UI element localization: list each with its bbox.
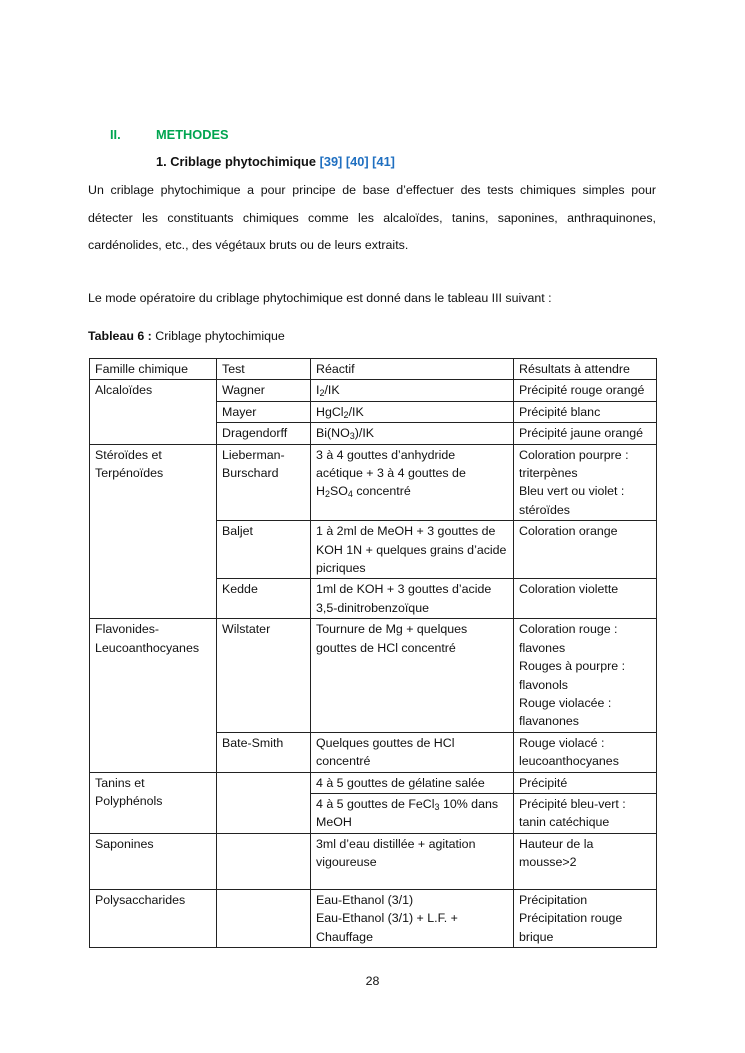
reagent-cell: HgCl$_2$/IK xyxy=(311,401,514,422)
result-cell: Précipité rouge orangé xyxy=(514,380,657,401)
intro-paragraph: Un criblage phytochimique a pour principe de base d’effectuer des tests chimiques simples pour détecter les constituants chimiques comme les alcaloïdes, tanins, saponines, anthraquinones, cardénolides, etc., des végétaux bruts ou de leurs extraits. xyxy=(88,183,656,252)
table-header-row xyxy=(90,359,657,380)
test-cell xyxy=(217,889,311,947)
table-row xyxy=(90,772,657,793)
reagent-cell: 1 à 2ml de MeOH + 3 gouttes de KOH 1N + quelques grains d’acide picriques xyxy=(311,521,514,579)
test-cell: Wilstater xyxy=(217,619,311,732)
result-cell: Précipitation Précipitation rouge brique xyxy=(514,889,657,947)
table-row xyxy=(90,833,657,889)
reagent-cell: 1ml de KOH + 3 gouttes d’acide 3,5-dinitrobenzoïque xyxy=(311,579,514,619)
table-caption-text: Criblage phytochimique xyxy=(151,329,285,343)
reagent-cell: 4 à 5 gouttes de FeCl$_3$ 10% dans MeOH xyxy=(311,793,514,833)
table-intro-paragraph: Le mode opératoire du criblage phytochimique est donné dans le tableau III suivant : xyxy=(88,291,552,305)
reagent-cell: 3ml d’eau distillée + agitation vigoureuse xyxy=(311,833,514,889)
result-cell: Coloration orange xyxy=(514,521,657,579)
section-title: METHODES xyxy=(156,127,229,142)
test-cell: Dragendorff xyxy=(217,423,311,444)
table-row xyxy=(90,889,657,947)
family-cell: Alcaloïdes xyxy=(90,380,217,444)
page-number: 28 xyxy=(365,974,380,988)
section-heading xyxy=(110,127,229,142)
test-cell xyxy=(217,833,311,889)
table-caption-label: Tableau 6 : xyxy=(88,329,152,343)
result-cell: Coloration violette xyxy=(514,579,657,619)
test-cell: Wagner xyxy=(217,380,311,401)
reagent-cell: Tournure de Mg + quelques gouttes de HCl concentré xyxy=(311,619,514,732)
header-cell: Famille chimique xyxy=(90,359,217,380)
result-cell: Rouge violacé : leucoanthocyanes xyxy=(514,732,657,772)
test-cell: Mayer xyxy=(217,401,311,422)
header-cell: Réactif xyxy=(311,359,514,380)
test-cell: Bate-Smith xyxy=(217,732,311,772)
result-cell: Coloration rouge : flavones Rouges à pourpre : flavonols Rouge violacée : flavanones xyxy=(514,619,657,732)
table-row xyxy=(90,380,657,401)
section-number: II. xyxy=(110,127,121,142)
result-cell: Précipité bleu-vert : tanin catéchique xyxy=(514,793,657,833)
reagent-cell: $Bi(NO_3)/IK$ xyxy=(311,423,514,444)
reagent-cell: 4 à 5 gouttes de gélatine salée xyxy=(311,772,514,793)
header-cell: Résultats à attendre xyxy=(514,359,657,380)
reagent-cell: $I_2/IK$ xyxy=(311,380,514,401)
family-cell: Tanins et Polyphénols xyxy=(90,772,217,833)
result-cell: Précipité xyxy=(514,772,657,793)
family-cell: Polysaccharides xyxy=(90,889,217,947)
family-cell: Stéroïdes et Terpénoïdes xyxy=(90,444,217,619)
test-cell: Kedde xyxy=(217,579,311,619)
table-row xyxy=(90,444,657,521)
family-cell: Flavonides- Leucoanthocyanes xyxy=(90,619,217,772)
table-caption xyxy=(88,329,285,343)
test-cell xyxy=(217,772,311,833)
result-cell: Précipité blanc xyxy=(514,401,657,422)
result-cell: Coloration pourpre : triterpènes Bleu vert ou violet : stéroïdes xyxy=(514,444,657,521)
reagent-cell: Quelques gouttes de HCl concentré xyxy=(311,732,514,772)
subsection-label: 1. Criblage phytochimique xyxy=(156,154,316,169)
subsection-heading xyxy=(156,154,395,169)
result-cell: Hauteur de la mousse>2 xyxy=(514,833,657,889)
subsection-references[interactable]: [39] [40] [41] xyxy=(319,154,395,169)
test-cell: Lieberman- Burschard xyxy=(217,444,311,521)
family-cell: Saponines xyxy=(90,833,217,889)
reagent-cell: Eau-Ethanol (3/1) Eau-Ethanol (3/1) + L.F. + Chauffage xyxy=(311,889,514,947)
phytochemical-screening-table xyxy=(89,358,657,948)
reagent-cell: 3 à 4 gouttes d’anhydride acétique + 3 à 4 gouttes de $H_2SO_4$ concentré xyxy=(311,444,514,521)
table-row xyxy=(90,619,657,732)
test-cell: Baljet xyxy=(217,521,311,579)
header-cell: Test xyxy=(217,359,311,380)
result-cell: Précipité jaune orangé xyxy=(514,423,657,444)
